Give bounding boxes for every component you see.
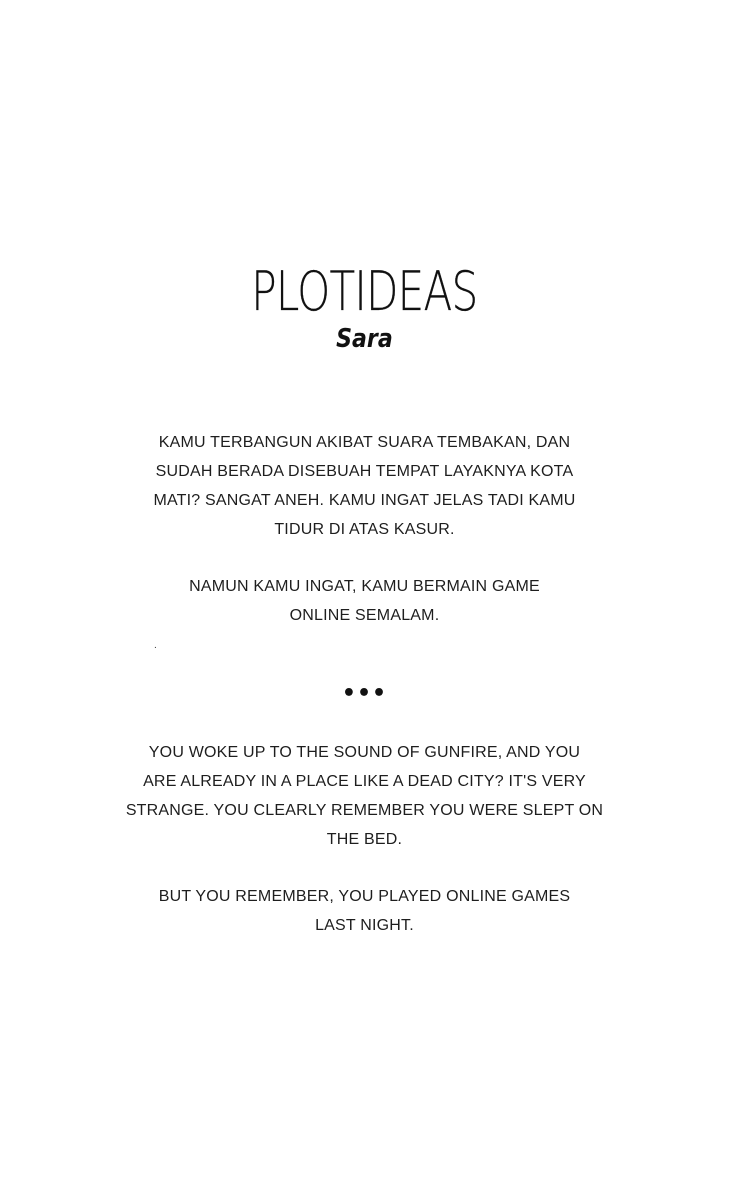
text-line: STRANGE. YOU CLEARLY REMEMBER YOU WERE SLEPT ON: [125, 802, 604, 819]
text-line: ONLINE SEMALAM.: [289, 607, 440, 624]
section-separator: •••: [341, 681, 388, 706]
english-paragraph-2: [0, 882, 729, 940]
text-line: BUT YOU REMEMBER, YOU PLAYED ONLINE GAMES: [158, 888, 571, 905]
page-title: PLOTIDEAS: [251, 260, 478, 323]
stray-dot-mark: .: [154, 640, 157, 651]
indonesian-paragraph-2: [0, 572, 729, 630]
text-line: MATI? SANGAT ANEH. KAMU INGAT JELAS TADI KAMU: [153, 492, 576, 509]
indonesian-paragraph-1: [0, 428, 729, 544]
text-line: THE BED.: [326, 831, 403, 848]
text-line: KAMU TERBANGUN AKIBAT SUARA TEMBAKAN, DAN: [158, 434, 571, 451]
text-line: ARE ALREADY IN A PLACE LIKE A DEAD CITY? IT'S VERY: [143, 773, 586, 790]
text-line: SUDAH BERADA DISEBUAH TEMPAT LAYAKNYA KOTA: [155, 463, 574, 480]
text-line: LAST NIGHT.: [315, 917, 414, 934]
text-line: YOU WOKE UP TO THE SOUND OF GUNFIRE, AND YOU: [148, 744, 581, 761]
text-line: TIDUR DI ATAS KASUR.: [274, 521, 455, 538]
author-name: Sara: [336, 324, 393, 354]
english-paragraph-1: [0, 738, 729, 854]
text-line: NAMUN KAMU INGAT, KAMU BERMAIN GAME: [189, 578, 540, 595]
